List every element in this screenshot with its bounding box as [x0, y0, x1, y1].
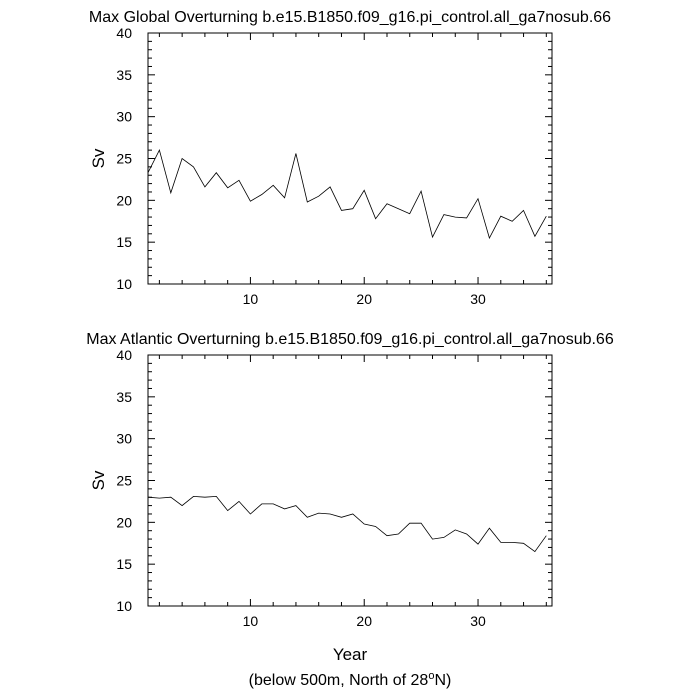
y-tick-label: 30: [116, 108, 132, 125]
atlantic-overturning-panel: [86, 331, 614, 664]
x-tick-label: 10: [242, 291, 259, 307]
y-axis-label: Sv: [89, 470, 108, 491]
y-tick-label: 25: [116, 472, 132, 489]
y-tick-label: 40: [116, 25, 132, 41]
y-tick-label: 15: [116, 556, 132, 573]
y-tick-label: 20: [116, 514, 132, 531]
y-tick-label: 25: [116, 150, 132, 167]
x-tick-label: 10: [242, 613, 259, 629]
x-tick-label: 30: [470, 613, 486, 629]
footnote-after: N): [434, 672, 452, 689]
x-tick-label: 20: [356, 613, 373, 629]
x-tick-label: 20: [356, 291, 373, 307]
y-tick-label: 20: [116, 192, 132, 209]
x-axis-label: Year: [332, 645, 368, 664]
footnote: [249, 670, 452, 689]
footnote-degree: o: [428, 670, 435, 682]
chart-title: Max Global Overturning b.e15.B1850.f09_g16.pi_control.all_ga7nosub.66: [88, 9, 612, 26]
plot-frame: [148, 33, 552, 284]
series-line: [148, 496, 546, 551]
y-axis-label: Sv: [89, 148, 108, 169]
global-overturning-panel: [89, 9, 611, 307]
y-tick-label: 40: [116, 347, 132, 363]
y-tick-label: 30: [116, 430, 132, 447]
y-tick-label: 35: [116, 66, 132, 83]
y-tick-label: 35: [116, 388, 132, 405]
series-line: [148, 150, 546, 238]
y-tick-label: 10: [116, 598, 132, 614]
y-tick-label: 15: [116, 234, 132, 251]
plot-frame: [148, 355, 552, 606]
y-tick-label: 10: [116, 276, 132, 292]
chart-title: Max Atlantic Overturning b.e15.B1850.f09_g16.pi_control.all_ga7nosub.66: [86, 331, 614, 348]
footnote-before: (below 500m, North of 28: [248, 672, 429, 689]
x-tick-label: 30: [470, 291, 486, 307]
